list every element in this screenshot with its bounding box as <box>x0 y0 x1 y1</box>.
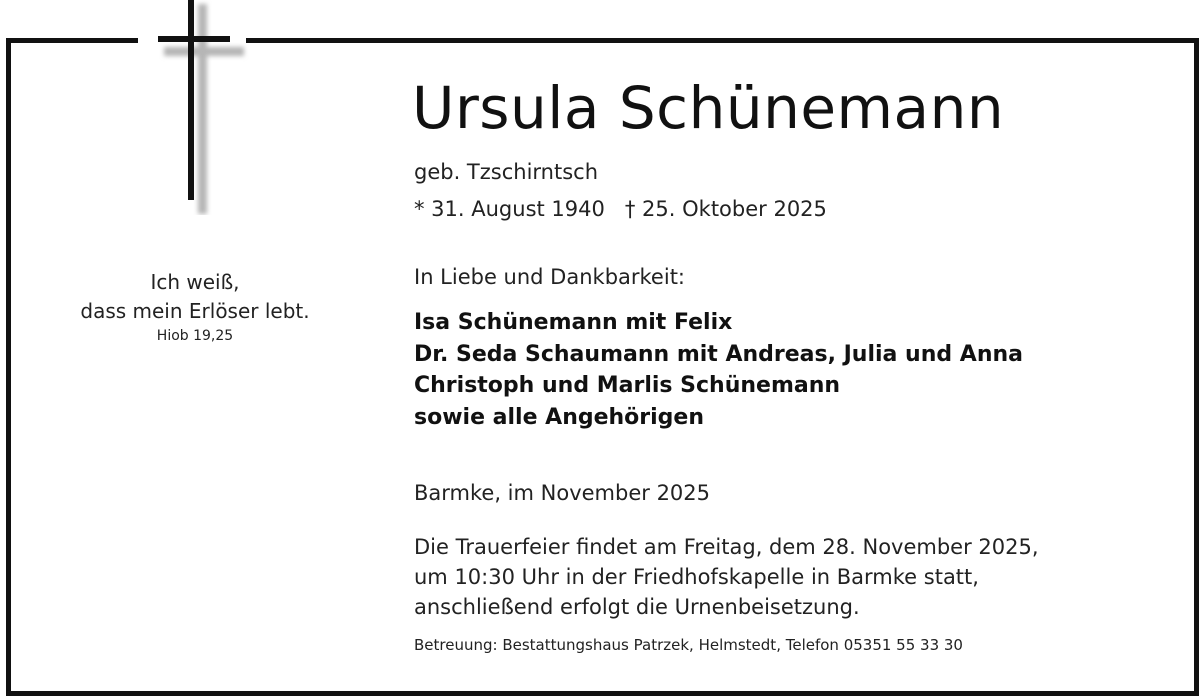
service-info <box>414 532 1039 622</box>
mourner-entry: Dr. Seda Schaumann mit Andreas, Julia und Anna <box>414 341 1023 367</box>
bible-quote <box>40 268 350 346</box>
mourners-list <box>414 307 1023 433</box>
funeral-home-footer: Betreuung: Bestattungshaus Patrzek, Helmstedt, Telefon 05351 55 33 30 <box>414 636 963 654</box>
life-dates: * 31. August 1940 † 25. Oktober 2025 <box>414 197 827 221</box>
cross-icon <box>150 0 250 215</box>
deceased-name: Ursula Schünemann <box>412 74 1005 142</box>
birth-name: geb. Tzschirntsch <box>414 160 599 184</box>
mourner-entry: sowie alle Angehörigen <box>414 404 705 430</box>
service-line: um 10:30 Uhr in der Friedhofskapelle in Barmke statt, <box>414 565 979 589</box>
service-line: anschließend erfolgt die Urnenbeisetzung. <box>414 595 860 619</box>
mourning-intro: In Liebe und Dankbarkeit: <box>414 265 686 289</box>
quote-line: dass mein Erlöser lebt. <box>80 299 310 323</box>
quote-line: Ich weiß, <box>150 270 240 294</box>
mourner-entry: Christoph und Marlis Schünemann <box>414 373 841 398</box>
quote-reference: Hiob 19,25 <box>156 328 234 344</box>
place-date: Barmke, im November 2025 <box>414 481 711 505</box>
service-line: Die Trauerfeier findet am Freitag, dem 28. November 2025, <box>414 535 1039 559</box>
mourner-entry: Isa Schünemann mit Felix <box>414 310 733 335</box>
